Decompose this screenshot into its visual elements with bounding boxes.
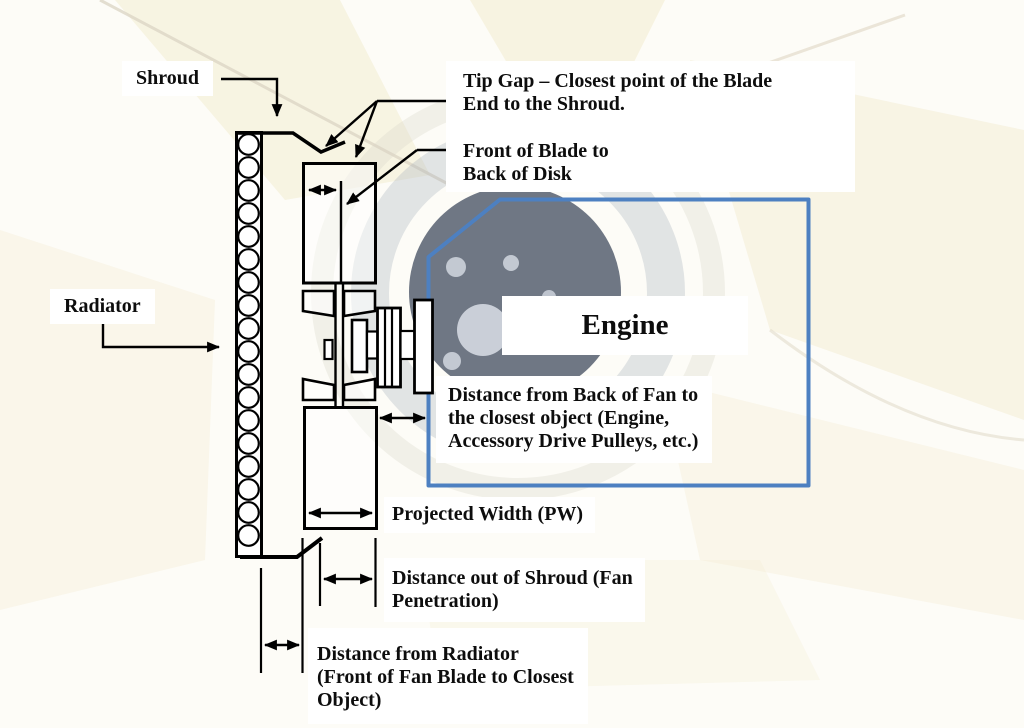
shroud-label: Shroud	[122, 61, 213, 96]
radiator-core	[237, 133, 262, 557]
engine-pulley	[415, 300, 433, 393]
tip-gap-label: Tip Gap – Closest point of the Blade End to the Shroud.	[463, 70, 773, 115]
radiator-label: Radiator	[50, 289, 155, 324]
pulley-stack	[378, 308, 401, 387]
front-of-blade-label: Front of Blade to Back of Disk	[463, 140, 609, 185]
back-of-fan-label: Distance from Back of Fan to the closest object (Engine, Accessory Drive Pulleys, etc.)	[436, 376, 712, 463]
hub-spacer	[352, 320, 367, 372]
fan-penetration-label: Distance out of Shroud (Fan Penetration)	[384, 558, 645, 622]
projected-width-label: Projected Width (PW)	[384, 497, 595, 533]
fan-hub-photo	[409, 186, 621, 398]
engine-label: Engine	[502, 296, 748, 355]
callout-labels	[446, 61, 855, 192]
radiator-distance-label: Distance from Radiator (Front of Fan Blade to Closest Object)	[308, 628, 588, 724]
